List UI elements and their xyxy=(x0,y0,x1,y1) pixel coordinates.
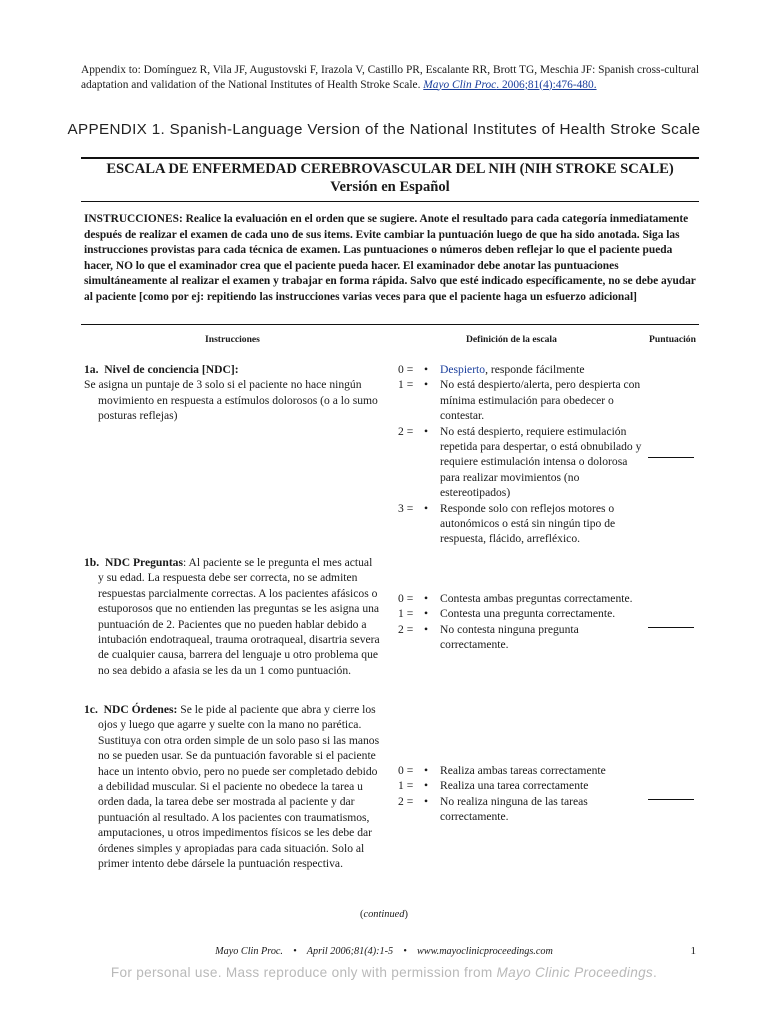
option-code: 3 = xyxy=(398,501,414,515)
item-1b-instructions xyxy=(84,555,384,678)
option-text: , responde fácilmente xyxy=(485,363,585,376)
bullet-icon: • xyxy=(424,779,429,793)
item-number: 1b. xyxy=(84,556,100,569)
bullet-icon: • xyxy=(403,946,407,957)
item-lead-text: Se le pide al paciente que abra y cierre los xyxy=(177,703,376,716)
bullet-icon: • xyxy=(424,607,429,621)
bullet-icon: • xyxy=(424,764,429,777)
item-1a-instructions xyxy=(84,362,384,424)
option-text: No está despierto, requiere estimulación repetida para despertar, o está obnubilado y requiere estimulación intensa o dolorosa para realizar movimientos (no estereotipados) xyxy=(440,424,642,500)
item-title: NDC Preguntas xyxy=(104,556,183,569)
bullet-icon: • xyxy=(424,424,429,438)
item-lead xyxy=(84,362,384,377)
scale-option xyxy=(398,606,648,621)
scale-option xyxy=(398,778,648,793)
option-code: 1 = xyxy=(398,779,414,793)
option-text: No contesta ninguna pregunta correctamente. xyxy=(440,622,579,652)
option-text: Realiza una tarea correctamente xyxy=(440,779,589,793)
column-header-instructions: Instrucciones xyxy=(205,334,260,345)
option-highlight: Despierto xyxy=(440,363,486,376)
page-number: 1 xyxy=(690,945,696,957)
divider-thin xyxy=(81,324,699,325)
item-text: movimiento en respuesta a estímulos dolorosos (o a lo sumo posturas reflejas) xyxy=(98,393,378,423)
appendix-title: APPENDIX 1. Spanish-Language Version of the National Institutes of Health Stroke Scale xyxy=(67,121,701,138)
citation-journal[interactable]: Mayo Clin Proc xyxy=(423,78,497,91)
watermark-text: For personal use. Mass reproduce only with permission from xyxy=(110,965,497,980)
watermark-end: . xyxy=(653,965,658,980)
item-1c-options xyxy=(398,763,648,825)
option-code: 1 = xyxy=(398,378,414,392)
option-code: 2 = xyxy=(398,622,414,636)
scale-option xyxy=(398,622,648,653)
option-code: 2 = xyxy=(398,794,414,808)
item-title: NDC Órdenes: xyxy=(103,703,178,716)
scale-option xyxy=(398,377,648,423)
item-body: Se asigna un puntaje de 3 solo si el paciente no hace ningún xyxy=(84,378,362,392)
scale-title-line2: Versión en Español xyxy=(330,178,450,195)
instructions-paragraph: INSTRUCCIONES: Realice la evaluación en el orden que se sugiere. Anote el resultado para cada categoría inmediatamente después de realizar el examen de cada uno de sus items. Evite cambiar la puntuación luego de que ha sido anotada. Siga las instrucciones provistas para cada técnica de examen. Las puntuaciones o números deben reflejar lo que el paciente pueda hacer, NO lo que el examinador crea que el paciente pueda hacer. El examinador debe anotar las puntuaciones simultáneamente al realizar el examen y trabajar en forma rápida. Salvo que esté indicado específicamente, no se debe ayudar al paciente [como por ej: repitiendo las instrucciones varias veces para que el paciente haga un esfuerzo adicional] xyxy=(84,213,696,303)
scale-option xyxy=(398,591,648,606)
citation-link[interactable] xyxy=(423,79,596,91)
score-input-line[interactable] xyxy=(648,457,694,458)
watermark xyxy=(0,965,768,980)
scale-option xyxy=(398,362,648,377)
option-text: Contesta ambas preguntas correctamente. xyxy=(440,592,633,605)
option-code: 0 = xyxy=(398,592,414,605)
citation-ref[interactable]: . 2006;81(4):476-480. xyxy=(496,78,597,91)
divider-thin xyxy=(81,201,699,202)
score-input-line[interactable] xyxy=(648,627,694,628)
option-text: No realiza ninguna de las tareas correctamente. xyxy=(440,794,588,824)
scale-title xyxy=(81,161,699,196)
bullet-icon: • xyxy=(424,363,429,376)
option-code: 0 = xyxy=(398,363,414,376)
bullet-icon: • xyxy=(424,592,429,605)
bullet-icon: • xyxy=(424,622,429,636)
item-1a-options xyxy=(398,362,648,547)
scale-option xyxy=(398,424,648,501)
item-lead-text: : Al paciente se le pregunta el mes actual xyxy=(183,556,373,569)
bullet-icon: • xyxy=(424,378,429,392)
footer-url[interactable]: www.mayoclinicproceedings.com xyxy=(417,946,553,957)
watermark-journal: Mayo Clinic Proceedings xyxy=(496,965,654,980)
item-lead xyxy=(84,555,384,570)
item-1c-instructions xyxy=(84,702,384,871)
bullet-icon: • xyxy=(424,501,429,515)
footer-issue: April 2006;81(4):1-5 xyxy=(306,946,394,957)
scale-option xyxy=(398,501,648,547)
option-text: No está despierto/alerta, pero despierta con mínima estimulación para obedecer o contestar. xyxy=(440,378,641,423)
item-number: 1c. xyxy=(84,703,98,716)
item-lead xyxy=(84,702,384,717)
score-input-line[interactable] xyxy=(648,799,694,800)
option-code: 2 = xyxy=(398,424,414,438)
option-text: Realiza ambas tareas correctamente xyxy=(440,764,606,777)
bullet-icon: • xyxy=(424,794,429,808)
item-text: y su edad. La respuesta debe ser correcta, no se admiten respuestas parcialmente correctas. A los pacientes afásicos o estuporosos que no entienden las preguntas se les asigna una puntuación de 2. Pacientes que no pueden hablar debido a intubación endotraqueal, trauma orotraqueal, disartria severa de cualquier causa, barrera del lenguaje u otro problema que no sea debido a afasia se les da un 1 como puntuación. xyxy=(98,571,380,677)
item-number: 1a. xyxy=(84,363,99,376)
column-header-score: Puntuación xyxy=(649,334,696,345)
page-footer xyxy=(0,946,768,957)
option-text: Contesta una pregunta correctamente. xyxy=(440,607,616,621)
scale-title-line1: ESCALA DE ENFERMEDAD CEREBROVASCULAR DEL NIH (NIH STROKE SCALE) xyxy=(106,161,674,177)
option-text: Responde solo con reflejos motores o autonómicos o está sin ningún tipo de respuesta, flácido, arrefléxico. xyxy=(440,501,616,546)
item-text: ojos y luego que agarre y suelte con la mano no parética. Sustituya con otra orden simple de un solo paso si las manos no se pueden usar. Se da puntuación favorable si el paciente hace un intento obvio, pero no puede ser completado debido a debilidad muscular. Si el paciente no obedece la tarea u orden dada, la tarea debe ser mostrada al paciente y dar puntuación al resultado. A los pacientes con traumatismos, amputaciones, u otros impedimentos físicos se les debe dar órdenes simples y apropiadas para cada situación. Solo al primer intento debe dársele la puntuación respectiva. xyxy=(98,718,380,871)
divider-thick xyxy=(81,157,699,159)
option-code: 1 = xyxy=(398,607,414,621)
item-1b-options xyxy=(398,591,648,653)
scale-option xyxy=(398,763,648,778)
item-title: Nivel de conciencia [NDC]: xyxy=(104,363,239,376)
option-code: 0 = xyxy=(398,764,414,777)
continued-text: continued xyxy=(363,909,405,920)
bullet-icon: • xyxy=(293,946,297,957)
scale-option xyxy=(398,794,648,825)
continued-note: (continued) xyxy=(360,909,408,920)
citation-text: Appendix to: Domínguez R, Vila JF, Augustovski F, Irazola V, Castillo PR, Escalante RR, Brott TG, Meschia JF: Spanish cross-cultural adaptation and validation of the National Institutes of Health Stroke Scale. xyxy=(81,64,700,91)
citation xyxy=(81,63,701,92)
footer-journal: Mayo Clin Proc. xyxy=(215,946,283,957)
column-header-definition: Definición de la escala xyxy=(466,334,557,345)
